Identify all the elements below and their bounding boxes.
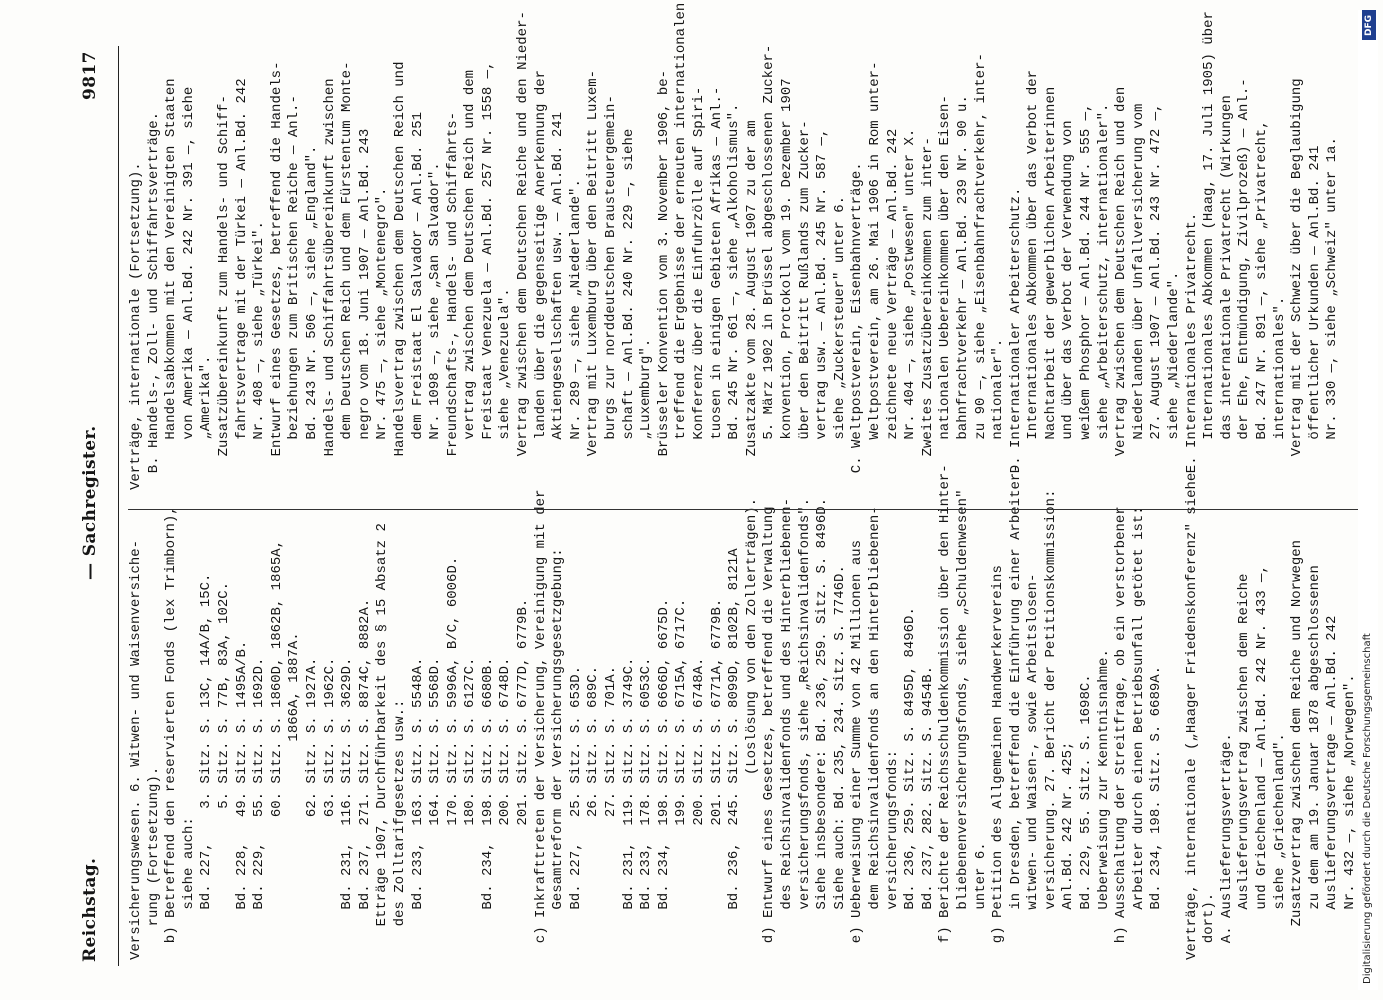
digitization-note: Digitalisierung gefördert durch die Deutsche Forschungsgemeinschaft	[1362, 633, 1373, 984]
header-rule	[118, 46, 119, 966]
rotated-page-sheet	[28, 2, 1383, 980]
left-column	[128, 464, 1360, 960]
dfg-logo: DFG	[1362, 10, 1376, 40]
left-column-text: Versicherungswesen. 6. Witwen- und Waisenversiche- rung (Fortsetzung). b) Betreffend den reservierten Fonds (lex Trimborn), siehe auch: Bd. 227, 3. Sitz. S. 13C, 14A/B, 15C. 5. Sitz. S. 77B, 83A, 102C. Bd. 228, 49. Sitz. S. 1495A/B. Bd. 229, 55. Sitz. S. 1692D. 60. Sitz. S. 1860D, 1862B, 1865A, 1866A, 1887A. 62. Sitz. S. 1927A. 63. Sitz. S. 1962C. Bd. 231, 116. Sitz. S. 3629D. Bd. 237, 271. Sitz. S. 8874C, 8882A. Etträge 1907, Durchführbarkeit des § 15 Absatz 2 des Zolltarifgesetzes usw.: Bd. 233, 163. Sitz. S. 5548A. 164. Sitz. S. 5568D. 170. Sitz. S. 5996A, B/C, 6006D. 180. Sitz. S. 6127C. Bd. 234, 198. Sitz. S. 6680B. 200. Sitz. S. 6748D. 201. Sitz. S. 6777D, 6779B. c) Inkrafttreten der Versicherung, Vereinigung mit der Gesamtreform der Versicherungsgesetzgebung: Bd. 227, 25. Sitz. S. 653D. 26. Sitz. S. 689C. 27. Sitz. S. 701A. Bd. 231, 119. Sitz. S. 3749C. Bd. 233, 178. Sitz. S. 6053C. Bd. 234, 198. Sitz. S. 6666D, 6675D. 199. Sitz. S. 6715A, 6717C. 200. Sitz. S. 6748A. 201. Sitz. S. 6771A, 6779B. Bd. 236, 245. Sitz. S. 8099D, 8102B, 8121A (Loslösung von den Zollerträgen). d) Entwurf eines Gesetzes, betreffend die Verwaltung des Reichsinvalidenfonds und des Hinterbliebenen- versicherungsfonds, siehe „Reichsinvalidenfonds". Siehe insbesondere: Bd. 236, 259. Sitz. S. 8496D. Siehe auch: Bd. 235, 234. Sitz. S. 7746D. e) Ueberweisung einer Summe von 42 Millionen aus dem Reichsinvalidenfonds an den Hinterbliebenen- versicherungsfonds: Bd. 236, 259. Sitz. S. 8495D, 8496D. Bd. 237, 282. Sitz. S. 9454B. f) Berichte der Reichsschuldenkommission über den Hinter- bliebenenversicherungsfonds, siehe „Schuldenwesen" unter 6. g) Petition des Allgemeinen Handwerkervereins in Dresden, betreffend die Einführung einer Arbeiter- witwen- und Waisen-, sowie Arbeitslosen- versicherung. 27. Bericht der Petitionskommission: Anl.Bd. 242 Nr. 425; Bd. 229, 55. Sitz. S. 1698C. Ueberweisung zur Kenntnisnahme. h) Ausschaltung der Streitfrage, ob ein verstorbener Arbeiter durch einen Betriebsunfall getötet ist: Bd. 234, 198. Sitz. S. 6689A. Verträge, internationale („Haager Friedenskonferenz" siehe dort). A. Auslieferungsverträge. Auslieferungsvertrag zwischen dem Reiche und Griechenland — Anl.Bd. 242 Nr. 433 —, siehe „Griechenland". Zusatzvertrag zwischen dem Reiche und Norwegen zu dem am 19. Januar 1878 abgeschlossenen Auslieferungsvertrage — Anl.Bd. 242 Nr. 432 —, siehe „Norwegen".	[128, 464, 1358, 960]
page-number: 9817	[80, 51, 100, 100]
right-column	[128, 2, 1342, 490]
running-header-title: — Sachregister.	[80, 425, 100, 580]
column-divider	[128, 509, 1358, 510]
running-header-left: Reichstag.	[80, 857, 100, 962]
right-column-text: Verträge, internationale (Fortsetzung). B. Handels-, Zoll- und Schiffahrtsverträge. Handelsabkommen mit den Vereinigten Staaten von Amerika — Anl.Bd. 242 Nr. 391 —, siehe „Amerika". Zusatzübereinkunft zum Handels- und Schiff- fahrtsvertrage mit der Türkei — Anl.Bd. 242 Nr. 408 —, siehe „Türkei". Entwurf eines Gesetzes, betreffend die Handels- beziehungen zum Britischen Reiche — Anl.- Bd. 243 Nr. 506 —, siehe „England". Handels- und Schiffahrtsübereinkunft zwischen dem Deutschen Reich und dem Fürstentum Monte- negro vom 18. Juni 1907 — Anl.Bd. 243 Nr. 475 —, siehe „Montenegro". Handelsvertrag zwischen dem Deutschen Reich und dem Freistaat El Salvador — Anl.Bd. 251 Nr. 1098 —, siehe „San Salvador". Freundschafts-, Handels- und Schiffahrts- vertrag zwischen dem Deutschen Reich und dem Freistaat Venezuela — Anl.Bd. 257 Nr. 1558 —, siehe „Venezuela". Vertrag zwischen dem Deutschen Reiche und den Nieder- landen über die gegenseitige Anerkennung der Aktiengesellschaften usw. — Anl.Bd. 241 Nr. 289 —, siehe „Niederlande". Vertrag mit Luxemburg über den Beitritt Luxem- burgs zur norddeutschen Brausteuergemein- schaft — Anl.Bd. 240 Nr. 229 —, siehe „Luxemburg". Brüsseler Konvention vom 3. November 1906, be- treffend die Ergebnisse der erneuten internationalen Konferenz über die Einfuhrzölle auf Spiri- tuosen in einigen Gebieten Afrikas — Anl.- Bd. 245 Nr. 661 —, siehe „Alkoholismus". Zusatzakte vom 28. August 1907 zu der am 5. März 1902 in Brüssel abgeschlossenen Zucker- konvention, Protokoll vom 19. Dezember 1907 über den Beitritt Rußlands zum Zucker- vertrag usw. — Anl.Bd. 245 Nr. 587 —, siehe „Zuckersteuer" unter 6. C. Weltpostverein, Eisenbahnverträge. Weltpostverein, am 26. Mai 1906 in Rom unter- zeichnete neue Verträge — Anl.Bd. 242 Nr. 404 —, siehe „Postwesen" unter X. Zweites Zusatzübereinkommen zum inter- nationalen Uebereinkommen über den Eisen- bahnfrachtverkehr — Anl.Bd. 239 Nr. 90 u. zu 90 —, siehe „Eisenbahnfrachtverkehr, inter- nationaler". D. Internationaler Arbeiterschutz. Internationales Abkommen über das Verbot der Nachtarbeit der gewerblichen Arbeiterinnen und über das Verbot der Verwendung von weißem Phosphor — Anl.Bd. 244 Nr. 555 —, siehe „Arbeiterschutz, internationaler". Vertrag zwischen dem Deutschen Reich und den Niederlanden über Unfallversicherung vom 27. August 1907 — Anl.Bd. 243 Nr. 472 —, siehe „Niederlande". E. Internationales Privatrecht. Internationales Abkommen (Haag, 17. Juli 1905) über das internationale Privatrecht (Wirkungen der Ehe, Entmündigung, Zivilprozeß) — Anl.- Bd. 247 Nr. 891 —, siehe „Privatrecht, internationales". Vertrag mit der Schweiz über die Beglaubigung öffentlicher Urkunden — Anl.Bd. 241 Nr. 330 —, siehe „Schweiz" unter 1a.	[128, 2, 1341, 490]
